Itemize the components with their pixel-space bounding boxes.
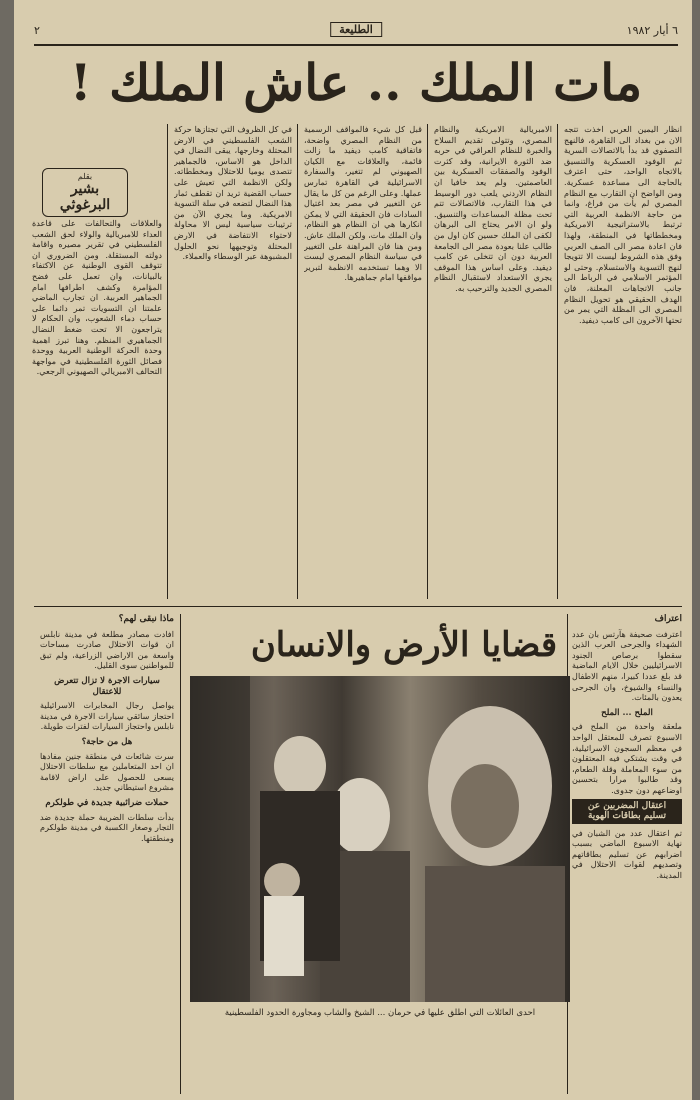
woman-headscarf	[274, 736, 326, 796]
sidebar-right	[572, 614, 682, 1094]
byline-label: بقلم	[77, 172, 93, 181]
sidebar-right-text-1: اعترفت صحيفة هآرتس بان عدد الشهداء والجرحى العرب الذين سقطوا برصاص الجنود الاسرائيليين خلال الايام الماضية قد بلغ عددا كبيرا، منهم الاطفال والنساء والشيوخ، وان الجرحى يعدون بالمئات.	[572, 628, 682, 703]
child-head	[264, 863, 300, 899]
column-divider	[297, 124, 298, 599]
byline-author: بشير البرغوثي	[59, 181, 111, 213]
section-divider	[34, 606, 682, 607]
main-headline: مات الملك .. عاش الملك !	[69, 53, 643, 112]
photo-figures	[190, 676, 570, 1002]
sidebar-left-subhead-1: سيارات الاجرة لا تزال تتعرض للاعتقال	[54, 675, 160, 697]
article-column-5: والعلاقات والتحالفات على قاعدة العداء للامبريالية والولاء لحق الشعب الفلسطيني في تقرير مصيره واقامة دولته المستقلة. ومن الضروري ان تتوقف القوى الوطنية عن الاكتفاء بالبيانات، وان تعمل على فضح المؤامرة وكشف اطرافها امام الجماهير العربية. ان تجارب الماضي علمتنا ان التسويات تمر دائما على حساب دماء الشعوب، وان الحكام لا يتراجعون الا تحت ضغط النضال الجماهيري المنظم. وهنا تبرز اهمية وحدة الحركة الوطنية العربية ووحدة فصائل الثورة الفلسطينية في مواجهة التحالف الامبريالي الصهيوني الرجعي.	[32, 218, 162, 377]
child-clothes	[264, 896, 304, 976]
column-divider	[180, 614, 181, 1094]
newspaper-name: الطليعة	[330, 22, 382, 37]
elder-robe	[425, 866, 565, 1002]
article-column-3: قبل كل شيء فالمواقف الرسمية من النظام المصري واضحة، فاتفاقية كامب ديفيد ما زالت قائمة، والعلاقات مع الكيان الصهيوني لم تتغير، والسفارة الاسرائيلية في القاهرة تمارس عملها. وعلى الرغم من كل ما يقال عن التغيير في مصر بعد اغتيال السادات فان الحقيقة التي لا يمكن انكارها هي ان النظام هو النظام، وان الملك مات، ولكن الملك عاش. ومن هنا فان المراهنة على التغيير في سياسة النظام المصري ليست الا وهما تستخدمه الانظمة لتبرير مواقفها امام جماهيرها.	[304, 124, 422, 283]
sidebar-right-text-2: ملعقة واحدة من الملح في الاسبوع تصرف للمعتقل الواحد في معظم السجون الاسرائيلية، في وقت يشتكي فيه المعتقلون من سوء المعاملة وقلة الطعام، وقد طالبوا مرارا بتحسين اوضاعهم دون جدوى.	[572, 721, 682, 795]
elder-face	[451, 764, 519, 848]
photo-caption: احدى العائلات التي اطلق عليها في حرمان ... الشيخ والشاب ومجاورة الحدود الفلسطينية	[224, 1008, 536, 1018]
sidebar-right-heading: اعتراف	[654, 614, 682, 624]
section-title: قضايا الأرض والانسان	[250, 625, 558, 665]
sidebar-left-text-2: يواصل رجال المخابرات الاسرائيلية احتجاز سائقي سيارات الاجرة في مدينة نابلس واحتجاز السيارات لفترات طويلة.	[40, 700, 174, 732]
column-divider	[557, 124, 558, 599]
sidebar-left-text-1: افادت مصادر مطلعة في مدينة نابلس ان قوات الاحتلال صادرت مساحات واسعة من الاراضي الزراعية، ولم تبق للمواطنين سوى القليل.	[40, 628, 174, 671]
column-divider	[167, 124, 168, 599]
article-column-2: الامبريالية الامريكية والنظام المصري، وتتولى تقديم السلاح والخبرة للنظام العراقي في حربه ضد الثورة الايرانية، وقد كثرت الوفود والصفقات العسكرية بين العاصمتين. ولم يعد خافيا ان النظام الاردني يلعب دور الوسيط في هذا التقارب، فالاتصالات تتم تحت مظلة المساعدات والتنسيق. ولو ان الامر يحتاج الى البرهان لكفى ان الملك حسين كان اول من طالب علنا بعودة مصر الى الجامعة العربية دون ان تتخلى عن كامب ديفيد. وعلى اساس هذا الموقف يجري الاستعداد لاستقبال النظام المصري الجديد والترحيب به.	[434, 124, 552, 293]
page-header	[34, 20, 678, 46]
byline-box	[42, 168, 128, 217]
article-column-4: في كل الظروف التي تجتازها حركة الشعب الفلسطيني في الارض المحتلة وخارجها، يبقى النضال في الداخل هو الاساس، فالجماهير تتصدى يوميا للاحتلال ومخططاته. ولكن الانظمة التي تعيش على حساب القضية تريد ان تقطف ثمار هذا النضال لتضعه في سلة التسوية الامريكية. وما يجري الآن من ترتيبات سياسية ليس الا محاولة لاحتواء الانتفاضة في الارض المحتلة وتوجيهها نحو الحلول المشبوهة عبر الوسطاء والعملاء.	[174, 124, 292, 262]
article-column-1: انظار اليمين العربي اخذت تتجه الان من بغداد الى القاهرة، فالنهج التصفوي قد بدأ بالاتصالات السرية ثم الوفود العسكرية والتنسيق بالاتجاه الواحد، حتى اعترف بالحاجة الى مساعدة عسكرية. ومن الواضح ان التقارب مع النظام المصري لم يأت من فراغ، وانما من حاجة الانظمة العربية التي ترتبط بالاستراتيجية الامريكية ومخططاتها في المنطقة، ولهذا فان اعادة مصر الى الصف العربي وفق هذه الشروط ليست الا تتويجا لنهج التسوية والاستسلام. وحتى لو المؤتمر الاسلامي في الرباط الى جانب الاتجاهات المعلنة، فان الهدف الحقيقي هو تحويل النظام المصري الى المظلة التي يمر من تحتها الآخرون الى كامب ديفيد.	[564, 124, 682, 325]
doorway-shadow	[190, 676, 250, 1002]
sidebar-left-heading: ماذا نبقى لهم؟	[118, 614, 174, 624]
sidebar-left-text-3: سرت شائعات في منطقة جنين مفادها ان احد المتعاملين مع سلطات الاحتلال يسعى للحصول على اراض لاقامة مشروع استيطاني جديد.	[40, 750, 174, 793]
sidebar-right-subhead: الملح ... الملح	[601, 707, 653, 718]
column-divider	[427, 124, 428, 599]
newspaper-page	[14, 0, 692, 1100]
page-number: ٢	[34, 24, 40, 37]
sidebar-left-subhead-2: هل من حاجة؟	[81, 736, 133, 747]
news-photo	[190, 676, 570, 1002]
sidebar-right-bottom-heading: اعتقال المضربين عن تسليم بطاقات الهوية	[572, 799, 682, 824]
sidebar-left	[40, 614, 174, 1094]
sidebar-left-subhead-3: حملات ضرائبية جديدة في طولكرم	[45, 797, 169, 808]
sidebar-right-text-3: تم اعتقال عدد من الشبان في نهاية الاسبوع الماضي بسبب اضرابهم عن تسليم بطاقاتهم وتصديهم لقوات الاحتلال في المدينة.	[572, 827, 682, 881]
issue-date: ٦ أيار ١٩٨٢	[626, 24, 678, 37]
sidebar-left-text-4: بدأت سلطات الضريبة حملة جديدة ضد التجار وصغار الكسبة في مدينة طولكرم ومنطقتها.	[40, 811, 174, 843]
